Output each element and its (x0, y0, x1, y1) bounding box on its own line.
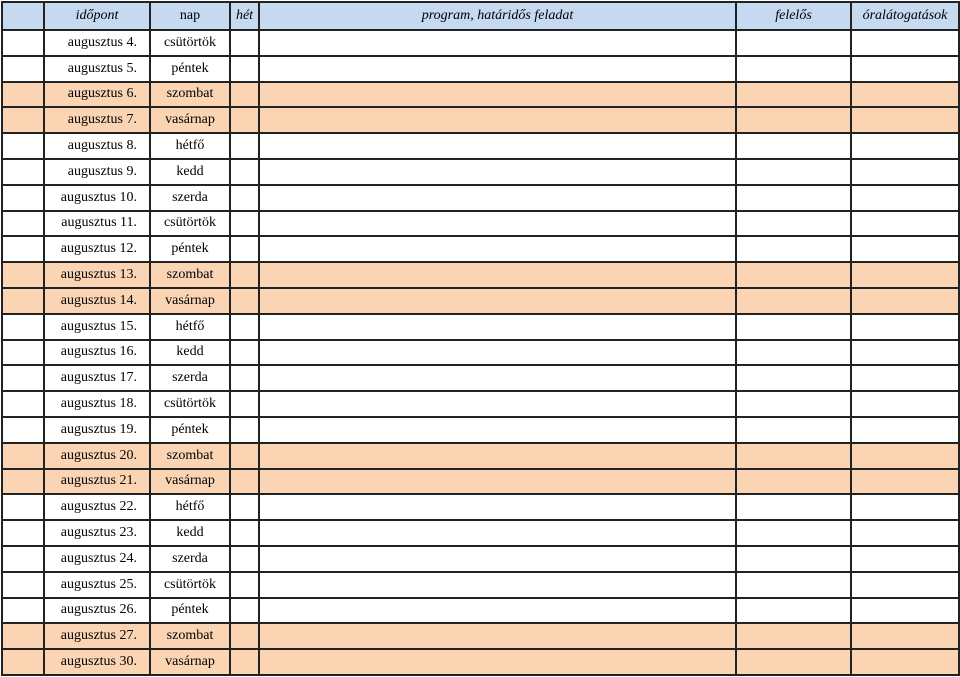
responsible-cell[interactable] (736, 56, 851, 82)
week-cell[interactable] (230, 365, 259, 391)
date-cell: augusztus 30. (44, 649, 150, 675)
date-cell: augusztus 14. (44, 288, 150, 314)
table-row (2, 107, 959, 133)
week-cell[interactable] (230, 107, 259, 133)
day-cell: hétfő (150, 494, 230, 520)
table-row (2, 314, 959, 340)
class-visit-cell[interactable] (851, 236, 959, 262)
class-visit-cell[interactable] (851, 185, 959, 211)
table-row (2, 56, 959, 82)
class-visit-cell[interactable] (851, 107, 959, 133)
header-marker (2, 2, 44, 30)
date-cell: augusztus 10. (44, 185, 150, 211)
responsible-cell[interactable] (736, 520, 851, 546)
program-cell[interactable] (259, 211, 736, 237)
week-cell[interactable] (230, 56, 259, 82)
date-cell: augusztus 15. (44, 314, 150, 340)
day-cell: csütörtök (150, 391, 230, 417)
program-cell[interactable] (259, 365, 736, 391)
program-cell[interactable] (259, 236, 736, 262)
day-cell: csütörtök (150, 30, 230, 56)
marker-cell[interactable] (2, 314, 44, 340)
class-visit-cell[interactable] (851, 365, 959, 391)
program-cell[interactable] (259, 133, 736, 159)
responsible-cell[interactable] (736, 649, 851, 675)
class-visit-cell[interactable] (851, 56, 959, 82)
day-cell: szombat (150, 262, 230, 288)
table-row (2, 598, 959, 624)
responsible-cell[interactable] (736, 391, 851, 417)
class-visit-cell[interactable] (851, 133, 959, 159)
week-cell[interactable] (230, 572, 259, 598)
class-visit-cell[interactable] (851, 417, 959, 443)
class-visit-cell[interactable] (851, 520, 959, 546)
marker-cell[interactable] (2, 520, 44, 546)
responsible-cell[interactable] (736, 494, 851, 520)
marker-cell[interactable] (2, 30, 44, 56)
table-row (2, 159, 959, 185)
date-cell: augusztus 25. (44, 572, 150, 598)
week-cell[interactable] (230, 30, 259, 56)
table-row (2, 30, 959, 56)
program-cell[interactable] (259, 107, 736, 133)
responsible-cell[interactable] (736, 133, 851, 159)
week-cell[interactable] (230, 340, 259, 366)
class-visit-cell[interactable] (851, 623, 959, 649)
week-cell[interactable] (230, 133, 259, 159)
program-cell[interactable] (259, 340, 736, 366)
program-cell[interactable] (259, 185, 736, 211)
header-felelos: felelős (736, 2, 851, 30)
class-visit-cell[interactable] (851, 494, 959, 520)
marker-cell[interactable] (2, 159, 44, 185)
marker-cell[interactable] (2, 494, 44, 520)
day-cell: kedd (150, 159, 230, 185)
week-cell[interactable] (230, 262, 259, 288)
marker-cell[interactable] (2, 107, 44, 133)
responsible-cell[interactable] (736, 623, 851, 649)
table-row (2, 185, 959, 211)
day-cell: szombat (150, 82, 230, 108)
marker-cell[interactable] (2, 236, 44, 262)
date-cell: augusztus 6. (44, 82, 150, 108)
day-cell: vasárnap (150, 288, 230, 314)
class-visit-cell[interactable] (851, 262, 959, 288)
day-cell: vasárnap (150, 649, 230, 675)
responsible-cell[interactable] (736, 546, 851, 572)
marker-cell[interactable] (2, 288, 44, 314)
class-visit-cell[interactable] (851, 30, 959, 56)
responsible-cell[interactable] (736, 107, 851, 133)
week-cell[interactable] (230, 236, 259, 262)
class-visit-cell[interactable] (851, 391, 959, 417)
date-cell: augusztus 20. (44, 443, 150, 469)
marker-cell[interactable] (2, 417, 44, 443)
day-cell: péntek (150, 236, 230, 262)
program-cell[interactable] (259, 598, 736, 624)
day-cell: péntek (150, 598, 230, 624)
day-cell: péntek (150, 417, 230, 443)
header-program: program, határidős feladat (259, 2, 736, 30)
week-cell[interactable] (230, 159, 259, 185)
header-het: hét (230, 2, 259, 30)
date-cell: augusztus 22. (44, 494, 150, 520)
week-cell[interactable] (230, 520, 259, 546)
day-cell: vasárnap (150, 107, 230, 133)
week-cell[interactable] (230, 649, 259, 675)
date-cell: augusztus 17. (44, 365, 150, 391)
day-cell: szerda (150, 365, 230, 391)
table-row (2, 82, 959, 108)
date-cell: augusztus 27. (44, 623, 150, 649)
date-cell: augusztus 16. (44, 340, 150, 366)
program-cell[interactable] (259, 56, 736, 82)
marker-cell[interactable] (2, 262, 44, 288)
program-cell[interactable] (259, 623, 736, 649)
class-visit-cell[interactable] (851, 572, 959, 598)
program-cell[interactable] (259, 288, 736, 314)
responsible-cell[interactable] (736, 365, 851, 391)
schedule-table (1, 1, 960, 676)
date-cell: augusztus 18. (44, 391, 150, 417)
responsible-cell[interactable] (736, 185, 851, 211)
marker-cell[interactable] (2, 598, 44, 624)
marker-cell[interactable] (2, 211, 44, 237)
program-cell[interactable] (259, 546, 736, 572)
class-visit-cell[interactable] (851, 159, 959, 185)
week-cell[interactable] (230, 443, 259, 469)
class-visit-cell[interactable] (851, 469, 959, 495)
date-cell: augusztus 5. (44, 56, 150, 82)
program-cell[interactable] (259, 82, 736, 108)
date-cell: augusztus 21. (44, 469, 150, 495)
responsible-cell[interactable] (736, 288, 851, 314)
table-row (2, 520, 959, 546)
day-cell: szerda (150, 185, 230, 211)
responsible-cell[interactable] (736, 211, 851, 237)
table-row (2, 262, 959, 288)
table-row (2, 133, 959, 159)
marker-cell[interactable] (2, 469, 44, 495)
week-cell[interactable] (230, 598, 259, 624)
responsible-cell[interactable] (736, 262, 851, 288)
program-cell[interactable] (259, 520, 736, 546)
date-cell: augusztus 9. (44, 159, 150, 185)
program-cell[interactable] (259, 391, 736, 417)
responsible-cell[interactable] (736, 572, 851, 598)
program-cell[interactable] (259, 443, 736, 469)
table-row (2, 340, 959, 366)
responsible-cell[interactable] (736, 417, 851, 443)
responsible-cell[interactable] (736, 598, 851, 624)
schedule-body (2, 30, 959, 675)
date-cell: augusztus 12. (44, 236, 150, 262)
table-row (2, 417, 959, 443)
week-cell[interactable] (230, 546, 259, 572)
responsible-cell[interactable] (736, 159, 851, 185)
date-cell: augusztus 4. (44, 30, 150, 56)
week-cell[interactable] (230, 211, 259, 237)
day-cell: hétfő (150, 133, 230, 159)
marker-cell[interactable] (2, 546, 44, 572)
day-cell: szerda (150, 546, 230, 572)
day-cell: csütörtök (150, 211, 230, 237)
day-cell: szombat (150, 443, 230, 469)
marker-cell[interactable] (2, 391, 44, 417)
header-nap: nap (150, 2, 230, 30)
table-row (2, 469, 959, 495)
marker-cell[interactable] (2, 82, 44, 108)
marker-cell[interactable] (2, 365, 44, 391)
day-cell: csütörtök (150, 572, 230, 598)
week-cell[interactable] (230, 623, 259, 649)
marker-cell[interactable] (2, 649, 44, 675)
responsible-cell[interactable] (736, 82, 851, 108)
table-row (2, 572, 959, 598)
week-cell[interactable] (230, 82, 259, 108)
week-cell[interactable] (230, 391, 259, 417)
date-cell: augusztus 23. (44, 520, 150, 546)
date-cell: augusztus 11. (44, 211, 150, 237)
day-cell: kedd (150, 520, 230, 546)
responsible-cell[interactable] (736, 236, 851, 262)
class-visit-cell[interactable] (851, 288, 959, 314)
responsible-cell[interactable] (736, 469, 851, 495)
class-visit-cell[interactable] (851, 340, 959, 366)
program-cell[interactable] (259, 417, 736, 443)
marker-cell[interactable] (2, 56, 44, 82)
week-cell[interactable] (230, 288, 259, 314)
week-cell[interactable] (230, 185, 259, 211)
class-visit-cell[interactable] (851, 82, 959, 108)
program-cell[interactable] (259, 494, 736, 520)
marker-cell[interactable] (2, 623, 44, 649)
table-row (2, 649, 959, 675)
day-cell: hétfő (150, 314, 230, 340)
class-visit-cell[interactable] (851, 211, 959, 237)
date-cell: augusztus 26. (44, 598, 150, 624)
date-cell: augusztus 7. (44, 107, 150, 133)
table-row (2, 623, 959, 649)
marker-cell[interactable] (2, 133, 44, 159)
program-cell[interactable] (259, 469, 736, 495)
program-cell[interactable] (259, 159, 736, 185)
class-visit-cell[interactable] (851, 649, 959, 675)
table-row (2, 546, 959, 572)
table-row (2, 365, 959, 391)
marker-cell[interactable] (2, 185, 44, 211)
marker-cell[interactable] (2, 572, 44, 598)
header-row (2, 2, 959, 30)
table-row (2, 236, 959, 262)
program-cell[interactable] (259, 572, 736, 598)
header-idopont: időpont (44, 2, 150, 30)
date-cell: augusztus 24. (44, 546, 150, 572)
class-visit-cell[interactable] (851, 546, 959, 572)
day-cell: vasárnap (150, 469, 230, 495)
responsible-cell[interactable] (736, 30, 851, 56)
class-visit-cell[interactable] (851, 598, 959, 624)
table-row (2, 391, 959, 417)
table-row (2, 494, 959, 520)
table-row (2, 211, 959, 237)
day-cell: kedd (150, 340, 230, 366)
table-row (2, 443, 959, 469)
table-row (2, 288, 959, 314)
program-cell[interactable] (259, 30, 736, 56)
week-cell[interactable] (230, 494, 259, 520)
class-visit-cell[interactable] (851, 314, 959, 340)
responsible-cell[interactable] (736, 314, 851, 340)
day-cell: péntek (150, 56, 230, 82)
date-cell: augusztus 8. (44, 133, 150, 159)
week-cell[interactable] (230, 469, 259, 495)
program-cell[interactable] (259, 649, 736, 675)
week-cell[interactable] (230, 314, 259, 340)
week-cell[interactable] (230, 417, 259, 443)
responsible-cell[interactable] (736, 443, 851, 469)
day-cell: szombat (150, 623, 230, 649)
program-cell[interactable] (259, 314, 736, 340)
header-oralatogatasok: óralátogatások (851, 2, 959, 30)
date-cell: augusztus 13. (44, 262, 150, 288)
responsible-cell[interactable] (736, 340, 851, 366)
date-cell: augusztus 19. (44, 417, 150, 443)
marker-cell[interactable] (2, 443, 44, 469)
marker-cell[interactable] (2, 340, 44, 366)
class-visit-cell[interactable] (851, 443, 959, 469)
program-cell[interactable] (259, 262, 736, 288)
